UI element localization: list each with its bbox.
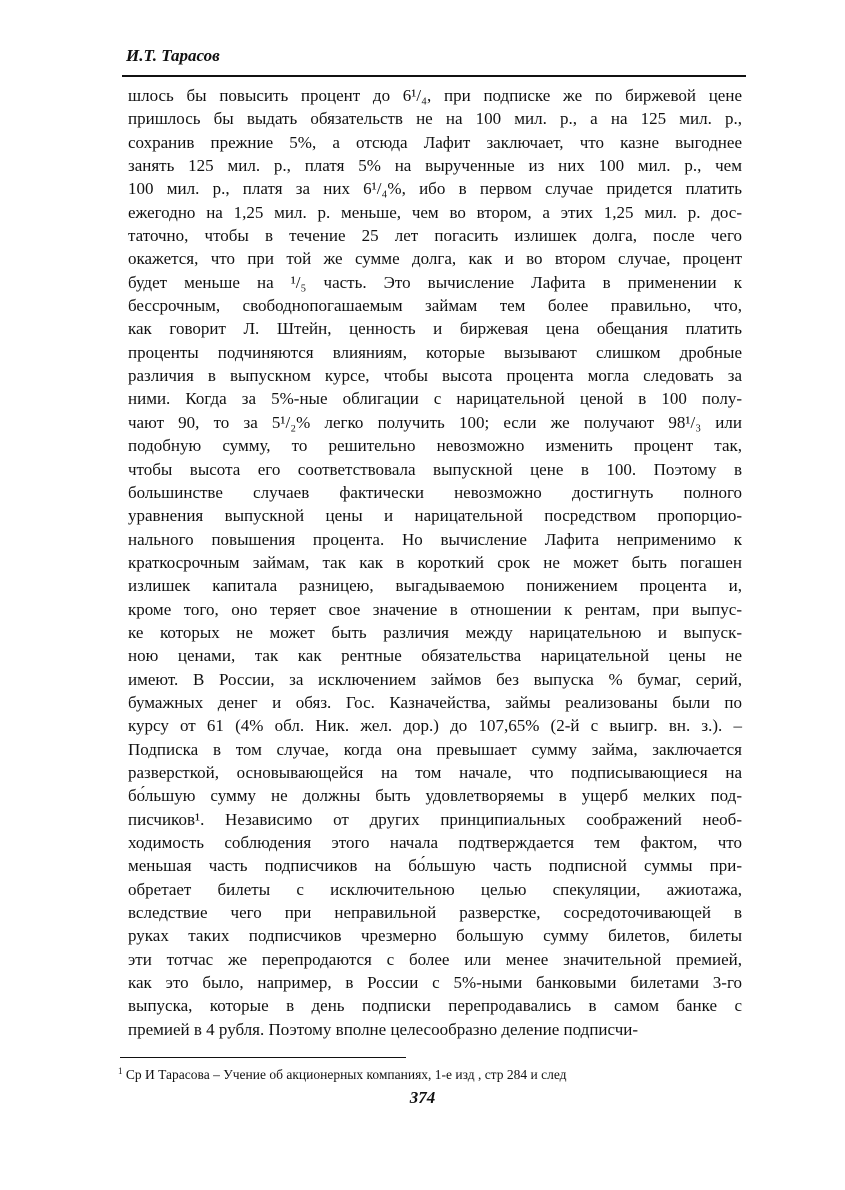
footnote-marker: 1 — [118, 1066, 123, 1076]
text-line: бо́льшую сумму не должны быть удовлетворяемы в ущерб мелких под- — [128, 786, 742, 806]
text-line: ною ценами, так как рентные обязательства нарицательной цены не — [128, 646, 742, 666]
text-line: ке которых не может быть различия между нарицательною и выпуск- — [128, 622, 742, 642]
text-line: Подписка в том случае, когда она превышает сумму займа, заключается — [128, 739, 742, 759]
text-line: нального повышения процента. Но вычисление Лафита неприменимо к — [128, 529, 742, 549]
text-line: сохранив прежние 5%, а отсюда Лафит заключает, что казне выгоднее — [128, 132, 742, 152]
text-line: шлось бы повысить процент до 6¹/₄, при подписке же по биржевой цене — [128, 86, 742, 105]
footnote-text: Ср И Тарасова – Учение об акционерных компаниях, 1-е изд , стр 284 и след — [125, 1067, 567, 1082]
text-line: руках таких подписчиков чрезмерно большую сумму билетов, билеты — [128, 926, 742, 946]
text-line: обретает билеты с исключительною целью спекуляции, ажиотажа, — [128, 879, 742, 899]
text-line: вследствие чего при неправильной разверстке, сосредоточивающей в — [128, 903, 742, 923]
text-line: бумажных денег и обяз. Гос. Казначейства, займы реализованы были по — [128, 692, 742, 712]
text-line: как говорит Л. Штейн, ценность и биржевая цена обещания платить — [128, 319, 742, 339]
footnote — [118, 1066, 567, 1083]
running-head: И.Т. Тарасов — [126, 46, 220, 65]
footnote-rule — [120, 1057, 406, 1058]
text-line: имеют. В России, за исключением займов без выпуска % бумаг, серий, — [128, 669, 742, 689]
page-number: 374 — [409, 1088, 436, 1107]
text-line: ежегодно на 1,25 мил. р. меньше, чем во втором, а этих 1,25 мил. р. дос- — [128, 202, 742, 222]
text-line: большинстве случаев фактически невозможно достигнуть полного — [128, 482, 742, 502]
text-line: будет меньше на ¹/₅ часть. Это вычисление Лафита в применении к — [128, 272, 742, 292]
text-line: меньшая часть подписчиков на бо́льшую часть подписной суммы при- — [128, 856, 742, 876]
text-line: ходимость соблюдения этого начала подтверждается тем фактом, что — [128, 833, 742, 852]
text-line: кроме того, оно теряет свое значение в отношении к рентам, при выпус- — [128, 599, 742, 619]
text-line: разверсткой, основывающейся на том начале, что подписывающиеся на — [128, 762, 742, 782]
text-line: бессрочным, свободнопогашаемым займам тем более правильно, что, — [128, 296, 742, 316]
text-line: пришлось бы выдать обязательств не на 100 мил. р., а на 125 мил. р., — [128, 109, 742, 129]
text-line: как это было, например, в России с 5%-ными банковыми билетами 3-го — [128, 973, 742, 993]
text-line: краткосрочным займам, так как в короткий срок не может быть погашен — [128, 552, 742, 572]
text-line: чтобы высота его соответствовала выпускной цене в 100. Поэтому в — [128, 459, 742, 479]
text-line: проценты подчиняются влияниям, которые вызывают слишком дробные — [128, 342, 742, 362]
text-line: уравнения выпускной цены и нарицательной посредством пропорцио- — [128, 506, 742, 526]
text-line: 100 мил. р., платя за них 6¹/₄%, ибо в первом случае придется платить — [128, 179, 742, 199]
text-line: премией в 4 рубля. Поэтому вполне целесообразно деление подписчи- — [128, 1019, 639, 1039]
text-line: ними. Когда за 5%-ные облигации с нарицательной ценой в 100 полу- — [128, 389, 742, 409]
text-line: окажется, что при той же сумме долга, как и во втором случае, процент — [128, 249, 742, 269]
text-line: подобную сумму, то решительно невозможно изменить процент так, — [128, 436, 742, 456]
text-line: выпуска, которые в день подписки перепродавались в самом банке с — [128, 996, 742, 1016]
text-line: таточно, чтобы в течение 25 лет погасить излишек долга, после чего — [128, 226, 742, 246]
text-line: излишек капитала разницею, выгадываемою понижением процента и, — [128, 576, 742, 596]
text-line: курсу от 61 (4% обл. Ник. жел. дор.) до 107,65% (2-й с выигр. вн. з.). – — [128, 716, 742, 736]
text-line: писчиков¹. Независимо от других принципиальных соображений необ- — [128, 809, 742, 829]
text-line: различия в выпускном курсе, чтобы высота процента могла следовать за — [128, 366, 742, 386]
text-line: чают 90, то за 5¹/₂% легко получить 100; если же получают 98¹/₃ или — [128, 412, 742, 432]
text-line: эти тотчас же перепродаются с более или менее значительной премией, — [128, 949, 742, 969]
text-line: занять 125 мил. р., платя 5% на вырученные из них 100 мил. р., чем — [128, 156, 742, 176]
body-text — [128, 84, 742, 1041]
header-rule — [122, 75, 746, 77]
